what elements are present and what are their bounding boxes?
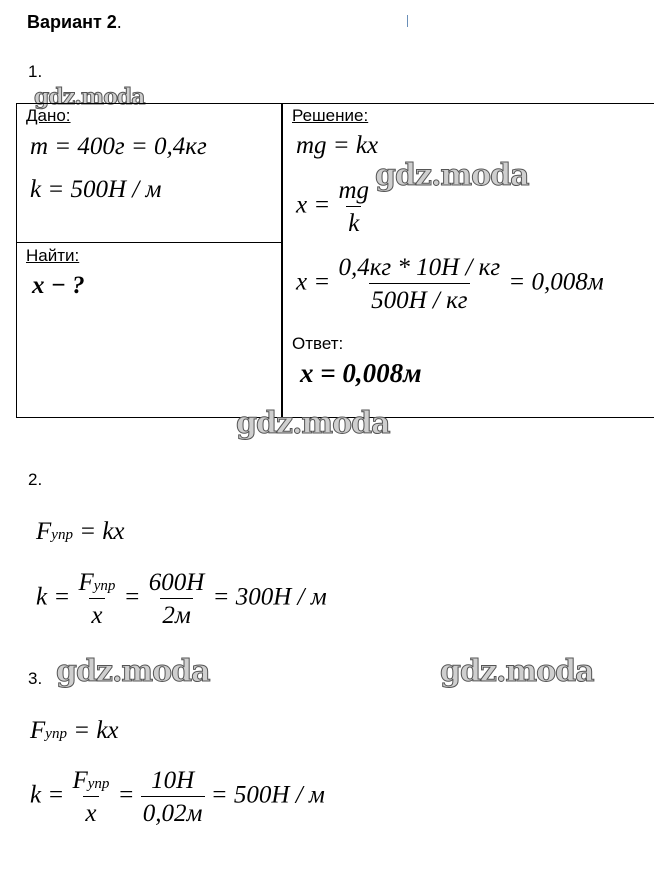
watermark: gdz.moda [440,654,594,689]
task2-number: 2. [28,470,43,489]
given-divider [16,242,282,243]
eq2-denominator: k [346,206,361,236]
answer-value [300,358,422,389]
task2-eq2 [36,570,327,628]
watermark: gdz.moda [56,654,210,689]
task2-eq2-lhs: k = [36,583,71,611]
given-label: Дано: [26,106,71,125]
given-mass [30,134,207,159]
task2-eq1-f: F [36,518,52,545]
cursor-mark [407,15,408,27]
given-mass-text: m = 400г = 0,4кг [30,133,207,160]
solution-eq1-text: mg = kx [296,132,379,159]
task3-eq1-f: F [30,717,46,744]
task2-eq2-num2: 600Н [148,569,205,596]
given-k [30,177,161,202]
find-x: x − ? [32,272,85,299]
eq3-rhs: = 0,008м [508,268,604,296]
eq3-fraction [336,255,502,313]
answer-label: Ответ: [292,334,344,353]
task3-eq2-num-f: F [72,767,88,794]
task2-eq2-frac2 [147,570,207,628]
watermark: gdz.moda [236,406,390,441]
task2-eq2-eq: = [123,583,141,611]
task3-eq2-eq: = [117,781,135,809]
solution-eq2 [296,178,371,236]
task3-eq2-frac1 [70,768,111,826]
task2-eq2-num-f: F [78,569,94,596]
eq2-numerator: mg [338,177,370,204]
title-text: Вариант 2 [27,12,117,32]
task2-eq1-sub: упр [51,527,73,543]
task3-eq2-den: x [83,796,98,826]
task3-eq1-rhs: = kx [73,717,119,744]
task3-eq2-frac1-num [70,768,111,796]
eq2-lhs: x = [296,191,331,219]
task3-eq1 [30,718,119,743]
eq3-lhs: x = [296,268,331,296]
watermark: gdz.moda [375,158,529,193]
task3-eq2-num2: 10Н [151,767,195,794]
title-dot: . [116,12,122,32]
task2-eq2-num-sub: упр [93,578,116,594]
task2-eq2-frac1 [76,570,117,628]
task3-eq1-sub: упр [45,726,67,742]
page-title [27,12,122,33]
eq2-fraction [336,178,371,236]
eq3-numerator: 0,4кг * 10Н / кг [338,254,501,281]
task3-eq2-den2: 0,02м [141,796,205,826]
task2-eq2-den2: 2м [160,598,192,628]
task3-number: 3. [28,669,43,688]
task2-eq2-rhs: = 300Н / м [212,583,327,611]
task3-eq2-frac2 [141,768,205,826]
answer-text: x = 0,008м [300,358,422,388]
task3-eq2-rhs: = 500Н / м [210,781,325,809]
solution-eq3 [296,255,604,313]
task2-eq2-den: x [89,598,104,628]
find-label: Найти: [26,246,80,265]
solution-eq1 [296,133,378,158]
task2-eq1 [36,519,125,544]
task3-eq2 [30,768,325,826]
watermark: gdz.moda [34,84,145,110]
task2-eq1-rhs: = kx [79,518,125,545]
given-k-text: k = 500Н / м [30,176,162,203]
task1-number: 1. [28,62,43,81]
task3-eq2-num-sub: упр [87,776,110,792]
task2-eq2-frac1-num [76,570,117,598]
eq3-denominator: 500Н / кг [369,283,469,313]
task3-eq2-lhs: k = [30,781,65,809]
solution-label: Решение: [292,106,369,125]
